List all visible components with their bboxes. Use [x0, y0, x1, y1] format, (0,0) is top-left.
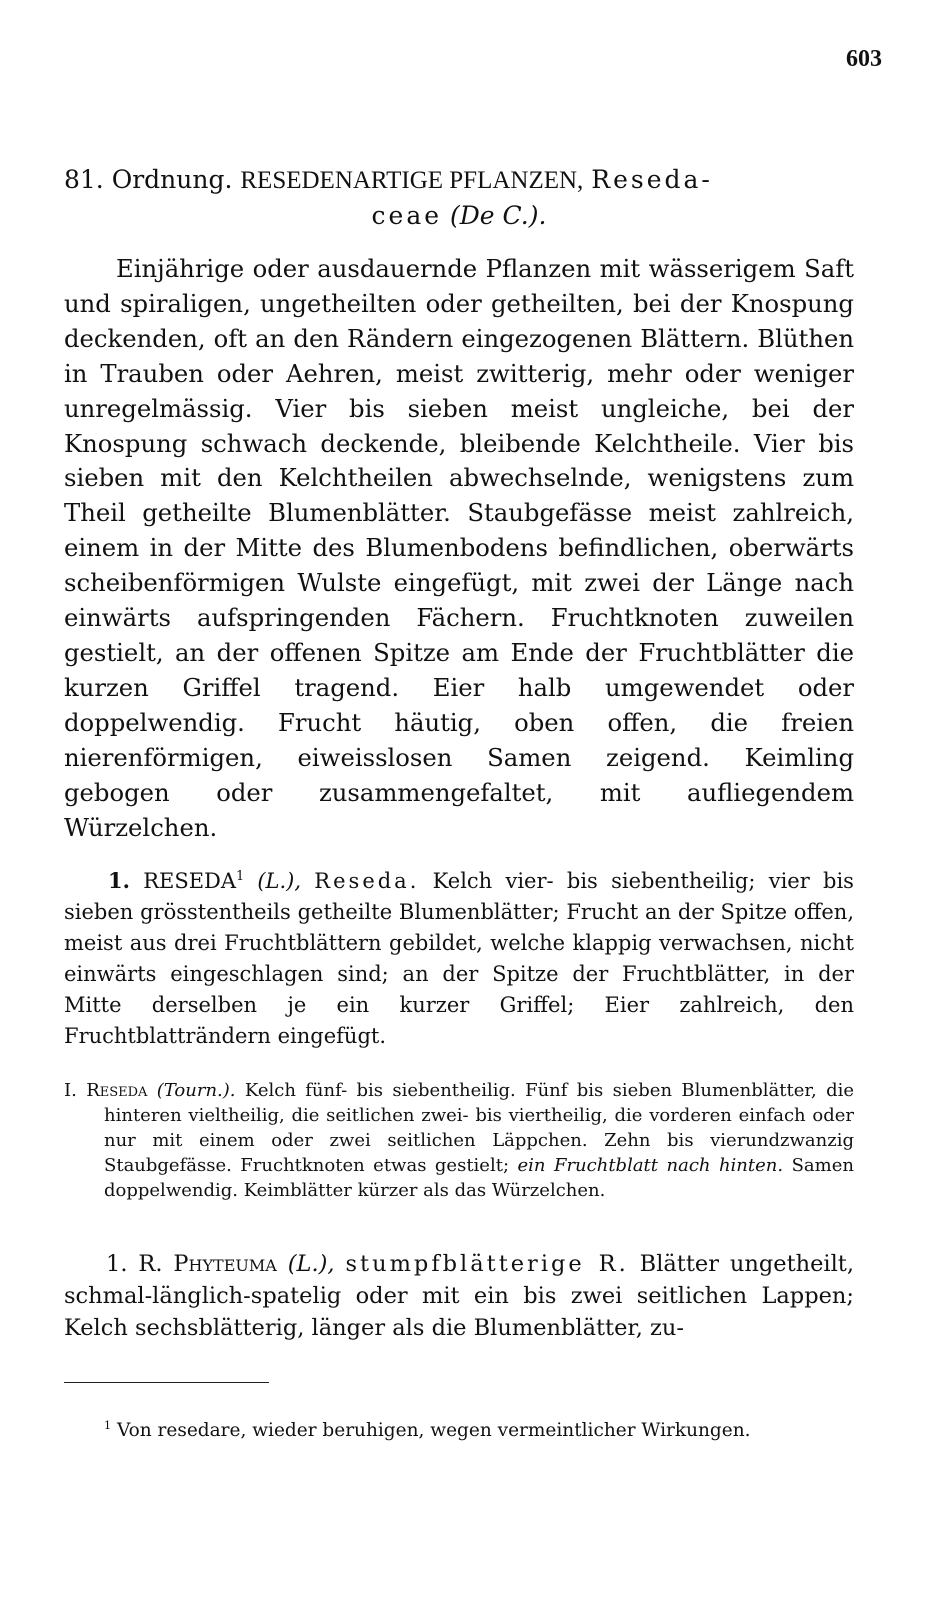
order-description: Einjährige oder ausdauernde Pflanzen mit wässerigem Saft und spiraligen, ungetheilten oder getheilten, bei der Knospung deckenden, oft an den Rändern eingezogenen Blättern. Blüthen in Trauben oder Aehren, meist zwitterig, mehr oder weniger unregelmässig. Vier bis sieben meist ungleiche, bei der Knospung schwach deckende, bleibende Kelchtheile. Vier bis sieben mit den Kelchtheilen abwechselnde, wenigstens zum Theil getheilte Blumenblätter. Staubgefässe meist zahlreich, einem in der Mitte des Blumenbodens befindlichen, oberwärts scheibenförmigen Wulste eingefügt, mit zwei der Länge nach einwärts aufspringenden Fächern. Fruchtknoten zuweilen gestielt, an der offenen Spitze am Ende der Fruchtblätter die kurzen Griffel tragend. Eier halb umgewendet oder doppelwendig. Frucht häutig, oben offen, die freien nierenförmigen, eiweisslosen Samen zeigend. Keimling gebogen oder zusammengefaltet, mit aufliegendem Würzelchen.	[64, 254, 854, 842]
footnote	[104, 1418, 751, 1444]
footnote-mark: 1	[104, 1418, 112, 1432]
genus-entry	[64, 865, 854, 1052]
species-author: (L.),	[287, 1251, 335, 1277]
species-name: Phyteuma	[173, 1251, 277, 1277]
species-number: 1.	[106, 1251, 128, 1277]
subgenus-author: (Tourn.).	[156, 1080, 236, 1101]
subgenus-text-end: Samen doppelwendig. Keimblätter kürzer als das Würzelchen.	[104, 1155, 854, 1201]
species-genus-abbr: R.	[138, 1251, 163, 1277]
subgenus-entry	[64, 1078, 854, 1203]
subgenus-number: I.	[64, 1080, 77, 1101]
order-heading	[64, 162, 854, 233]
order-common-name-cont: ceae	[371, 201, 443, 230]
genus-name: RESEDA	[143, 869, 237, 893]
species-text: Blätter ungetheilt, schmal-länglich-spatelig oder mit ein bis zwei seitlichen Lappen; Kelch sechsblätterig, länger als die Blumenblätter, zu-	[64, 1251, 855, 1341]
genus-common-name: Reseda.	[314, 869, 420, 893]
subgenus-name: Reseda	[86, 1080, 148, 1101]
genus-number: 1.	[108, 868, 130, 893]
page-number: 603	[846, 46, 882, 72]
species-common-name: stumpfblätterige R.	[345, 1251, 629, 1277]
footnote-divider	[64, 1382, 269, 1383]
genus-text: Kelch vier- bis siebentheilig; vier bis sieben grösstentheils getheilte Blumenblätter; Frucht an der Spitze offen, meist aus drei Fruchtblättern gebildet, welche klappig verwachsen, nicht einwärts eingeschlagen sind; an der Spitze der Fruchtblätter, in der Mitte derselben je ein kurzer Griffel; Eier zahlreich, den Fruchtblatträndern eingefügt.	[64, 869, 854, 1048]
subgenus-text: Kelch fünf- bis siebentheilig. Fünf bis sieben Blumenblätter, die hinteren vieltheilig, die seitlichen zwei- bis viertheilig, die vorderen einfach oder nur mit einem oder zwei seitlichen Läppchen. Zehn bis vierundzwanzig Staubgefässe. Fruchtknoten etwas gestielt;	[104, 1080, 854, 1176]
order-name: RESEDENARTIGE PFLANZEN,	[240, 167, 584, 194]
order-author: (De C.).	[450, 201, 547, 230]
footnote-text: Von resedare, wieder beruhigen, wegen vermeintlicher Wirkungen.	[116, 1420, 751, 1441]
footnote-ref: 1	[236, 868, 245, 883]
order-common-name: Reseda-	[591, 165, 713, 194]
subgenus-italic-text: ein Fruchtblatt nach hinten.	[517, 1155, 784, 1176]
genus-author: (L.),	[257, 869, 302, 893]
species-entry	[64, 1248, 854, 1344]
order-label: 81. Ordnung.	[64, 165, 233, 194]
